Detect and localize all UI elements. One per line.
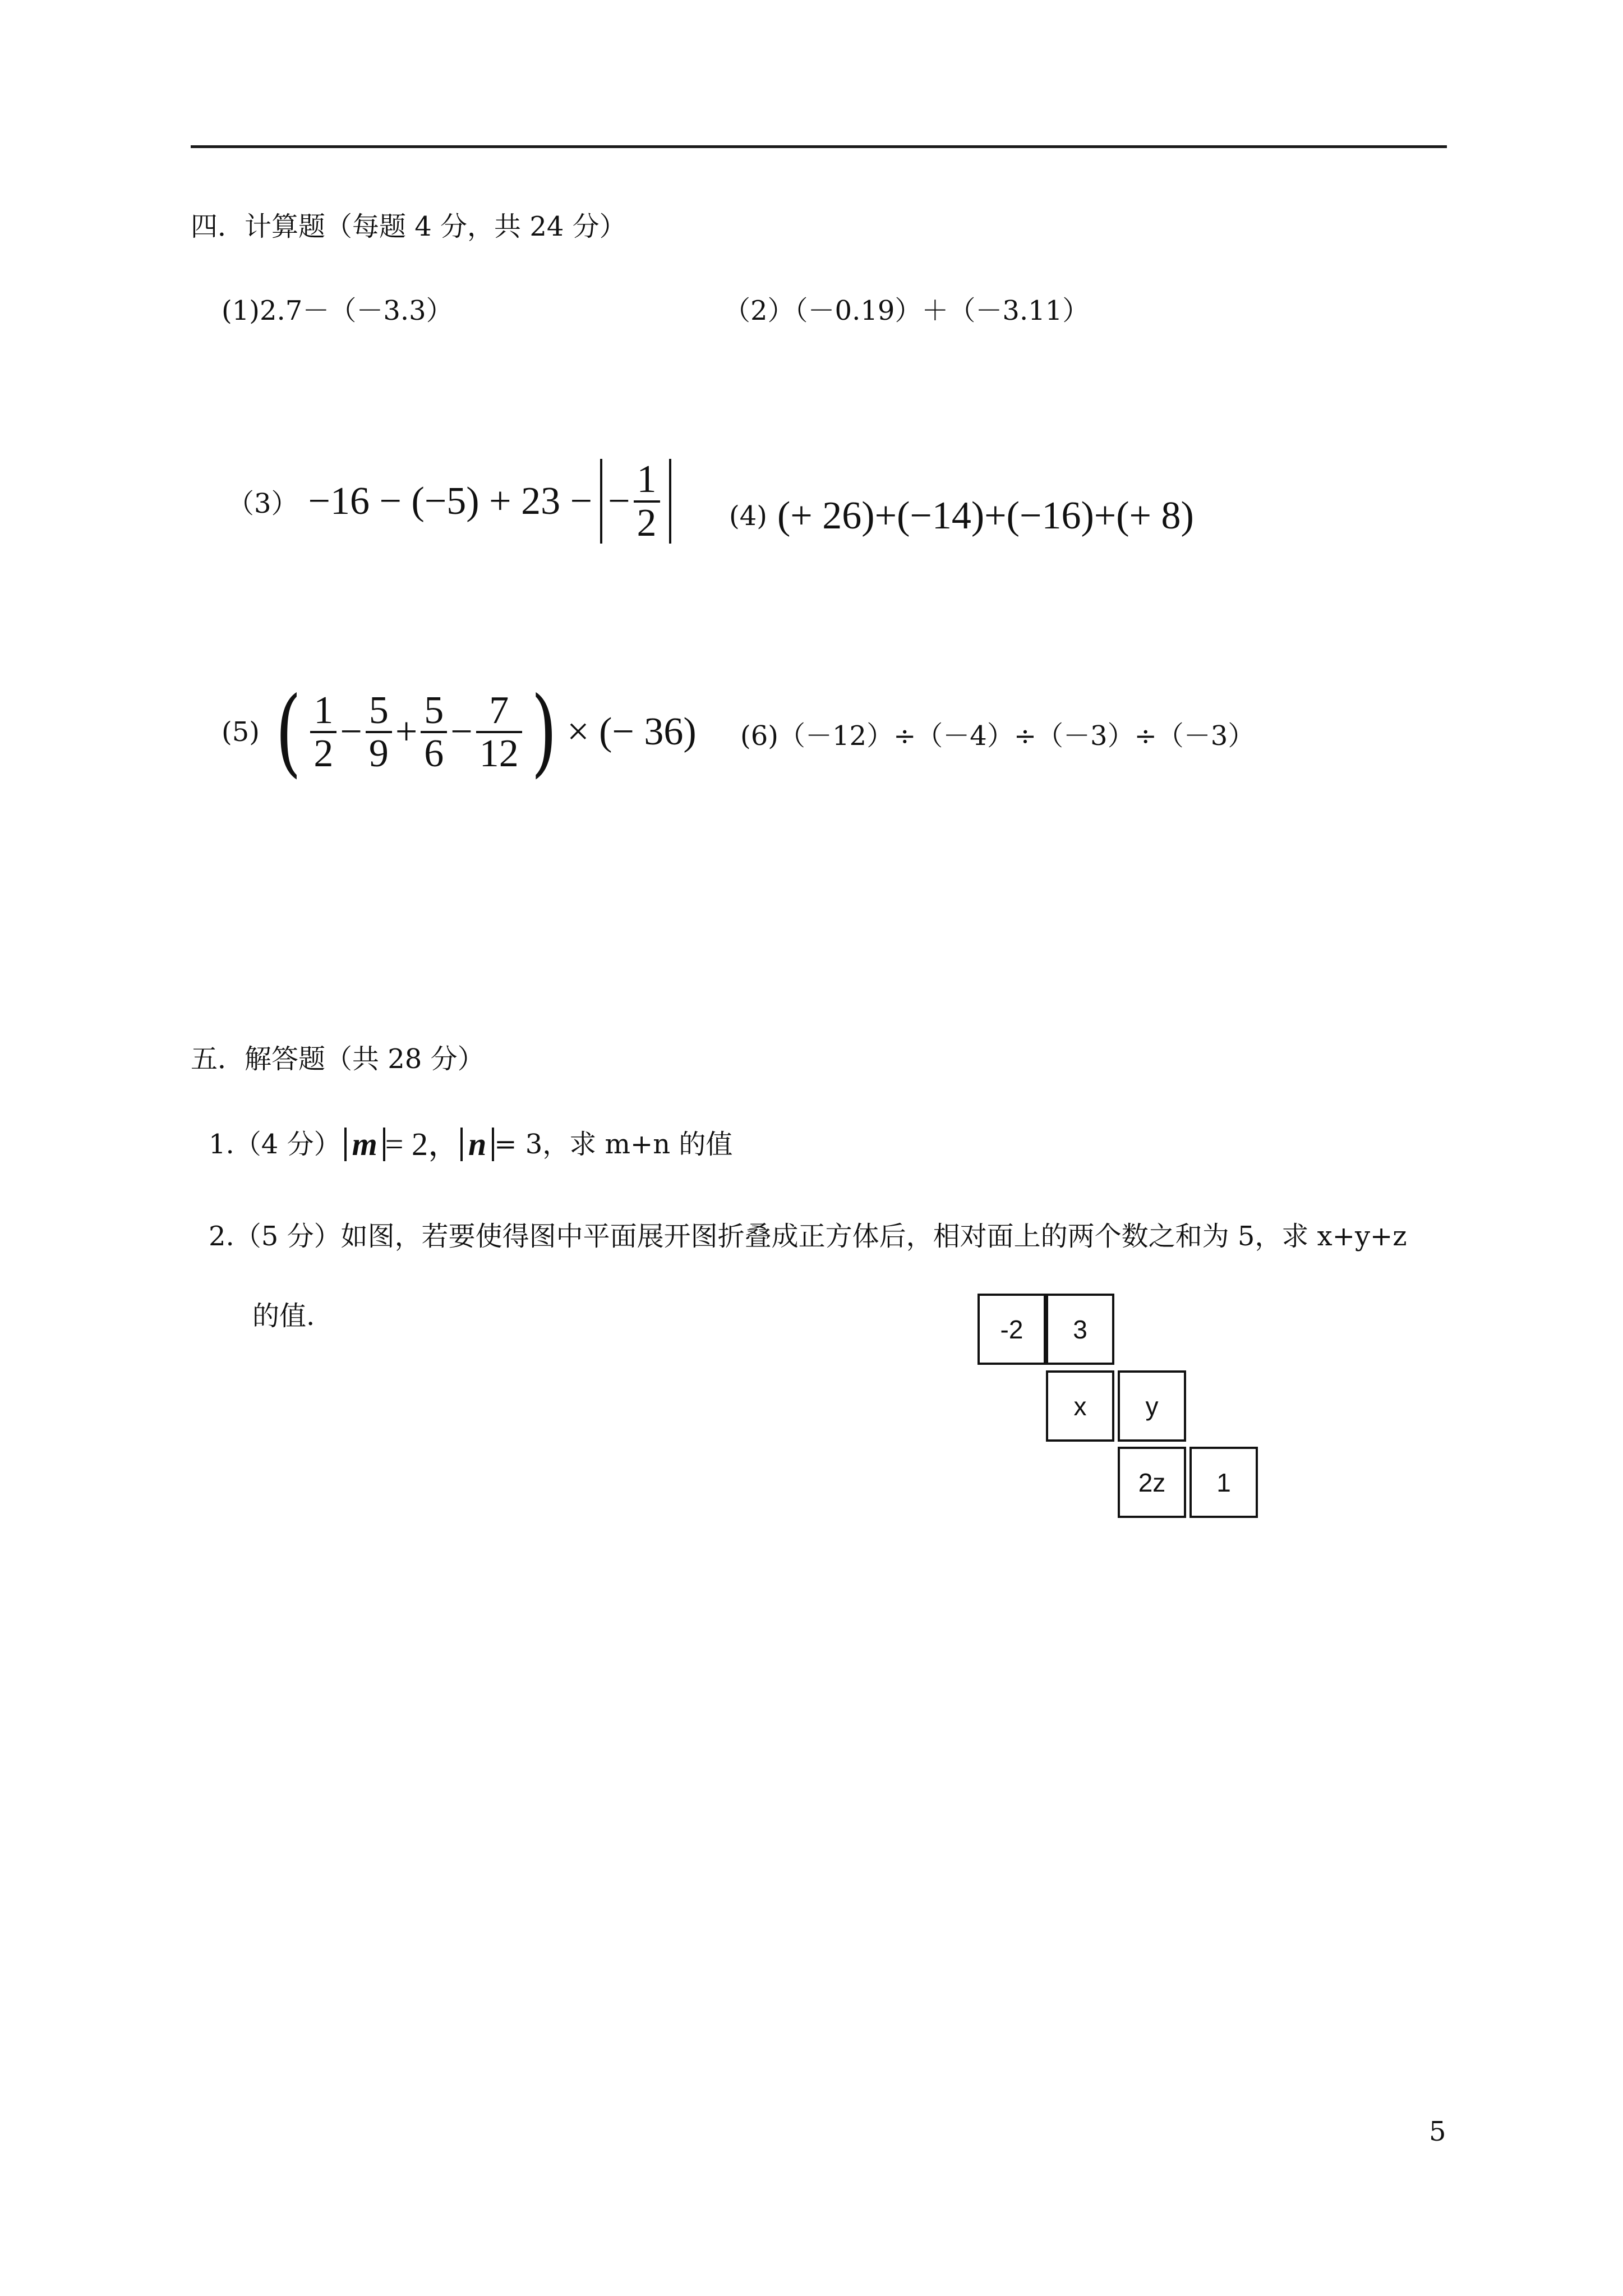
net-cell: -2 <box>978 1294 1046 1365</box>
question-5-tail: × (− 36) <box>567 710 697 753</box>
header-rule <box>191 145 1447 148</box>
question-3-expr: −16 − (−5) + 23 − <box>308 479 593 523</box>
frac2-den: 9 <box>366 731 392 775</box>
net-cell: 2z <box>1118 1447 1186 1518</box>
abs-n: n <box>460 1128 494 1161</box>
problem-2-line2: 的值. <box>252 1300 315 1332</box>
close-paren: ) <box>531 677 557 788</box>
problem-1 <box>209 1128 732 1161</box>
op-1: − <box>340 710 362 753</box>
frac1-num: 1 <box>313 688 334 732</box>
problem-1-eq1: = 2， <box>385 1126 460 1162</box>
op-2: + <box>395 710 418 753</box>
question-6: (6)（－12）÷（－4）÷（－3）÷（－3） <box>740 720 1255 752</box>
net-cell: 3 <box>1046 1294 1114 1365</box>
page-number: 5 <box>1429 2116 1446 2147</box>
abs-sign: − <box>608 479 630 523</box>
frac4-den: 12 <box>476 731 522 775</box>
section4-heading: 四．计算题（每题 4 分，共 24 分） <box>191 211 626 242</box>
problem-1-lead: 1.（4 分） <box>209 1129 341 1160</box>
net-cell: x <box>1046 1370 1114 1442</box>
net-cell: y <box>1118 1370 1186 1442</box>
problem-1-eq2: = 3，求 m+n 的值 <box>494 1129 733 1160</box>
question-5 <box>222 677 697 788</box>
question-4-label: (4) <box>729 500 767 532</box>
question-1: (1)2.7－（－3.3） <box>222 295 453 326</box>
section5-heading: 五．解答题（共 28 分） <box>191 1043 485 1075</box>
op-3: − <box>450 710 473 753</box>
fraction-denominator: 2 <box>634 500 660 544</box>
question-2: （2）（－0.19）＋（－3.11） <box>723 295 1090 326</box>
question-4-expr: (+ 26)+(−14)+(−16)+(+ 8) <box>777 494 1194 537</box>
frac1-den: 2 <box>310 731 336 775</box>
question-4 <box>729 494 1194 539</box>
net-cell: 1 <box>1189 1447 1258 1518</box>
question-5-label: (5) <box>222 716 260 748</box>
abs-value-bars <box>600 459 671 544</box>
abs-m: m <box>344 1128 385 1161</box>
question-3-label: （3） <box>227 488 298 519</box>
problem-2-line1: 2.（5 分）如图，若要使得图中平面展开图折叠成正方体后，相对面上的两个数之和为 5，求 x+y+z <box>209 1221 1407 1252</box>
fraction-numerator: 1 <box>637 458 657 501</box>
frac2-num: 5 <box>368 688 389 732</box>
frac3-num: 5 <box>424 688 444 732</box>
frac4-num: 7 <box>489 688 509 732</box>
question-3 <box>227 459 671 544</box>
open-paren: ( <box>275 677 302 788</box>
frac3-den: 6 <box>421 731 447 775</box>
